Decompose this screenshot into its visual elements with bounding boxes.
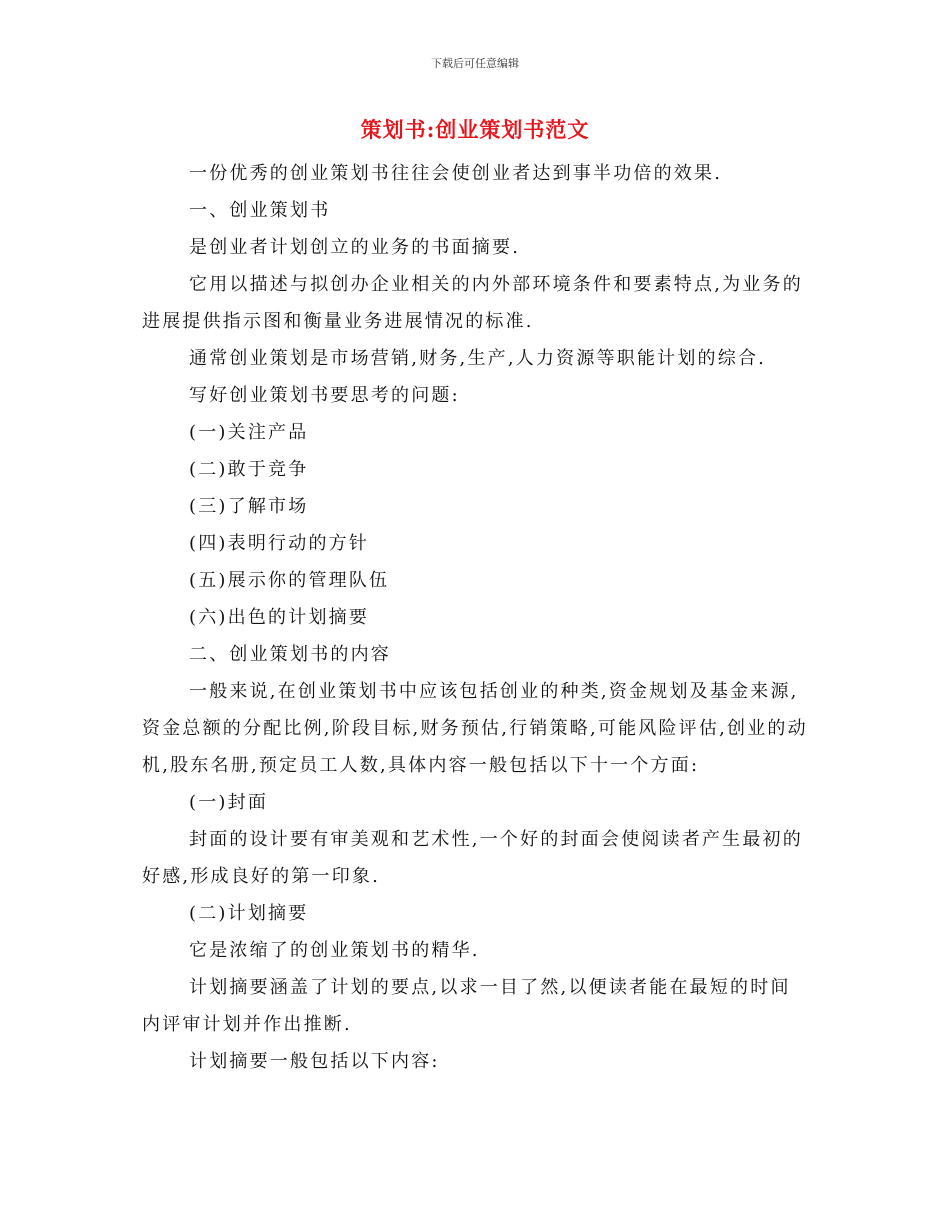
list-item: (四)表明行动的方针 <box>189 533 370 554</box>
list-item: (五)展示你的管理队伍 <box>189 570 390 591</box>
subsection-heading: (一)封面 <box>189 792 269 813</box>
list-item: (一)关注产品 <box>189 422 309 443</box>
paragraph: 一份优秀的创业策划书往往会使创业者达到事半功倍的效果. <box>189 163 723 184</box>
paragraph: 计划摘要涵盖了计划的要点,以求一目了然,以便读者能在最短的时间内评审计划并作出推断. <box>142 977 791 1035</box>
list-item: (六)出色的计划摘要 <box>189 607 370 628</box>
list-item: (三)了解市场 <box>189 496 309 517</box>
paragraph: 它是浓缩了的创业策划书的精华. <box>189 940 480 961</box>
paragraph: 一般来说,在创业策划书中应该包括创业的种类,资金规划及基金来源,资金总额的分配比例,阶段目标,财务预估,行销策略,可能风险评估,创业的动机,股东名册,预定员工人数,具体内容一般包括以下十一个方面: <box>142 681 808 776</box>
document-title: 策划书:创业策划书范文 <box>360 117 590 142</box>
page-header: 下载后可任意编辑 <box>431 57 519 70</box>
list-item: (二)敢于竞争 <box>189 459 309 480</box>
paragraph: 计划摘要一般包括以下内容: <box>189 1051 440 1072</box>
paragraph: 写好创业策划书要思考的问题: <box>189 385 460 406</box>
document-body <box>142 155 810 1080</box>
section-heading: 一、创业策划书 <box>189 200 331 221</box>
paragraph: 通常创业策划是市场营销,财务,生产,人力资源等职能计划的综合. <box>189 348 767 369</box>
paragraph: 封面的设计要有审美观和艺术性,一个好的封面会使阅读者产生最初的好感,形成良好的第一印象. <box>142 829 803 887</box>
section-heading: 二、创业策划书的内容 <box>189 644 391 665</box>
subsection-heading: (二)计划摘要 <box>189 903 309 924</box>
paragraph: 它用以描述与拟创办企业相关的内外部环境条件和要素特点,为业务的进展提供指示图和衡量业务进展情况的标准. <box>142 274 803 332</box>
paragraph: 是创业者计划创立的业务的书面摘要. <box>189 237 521 258</box>
